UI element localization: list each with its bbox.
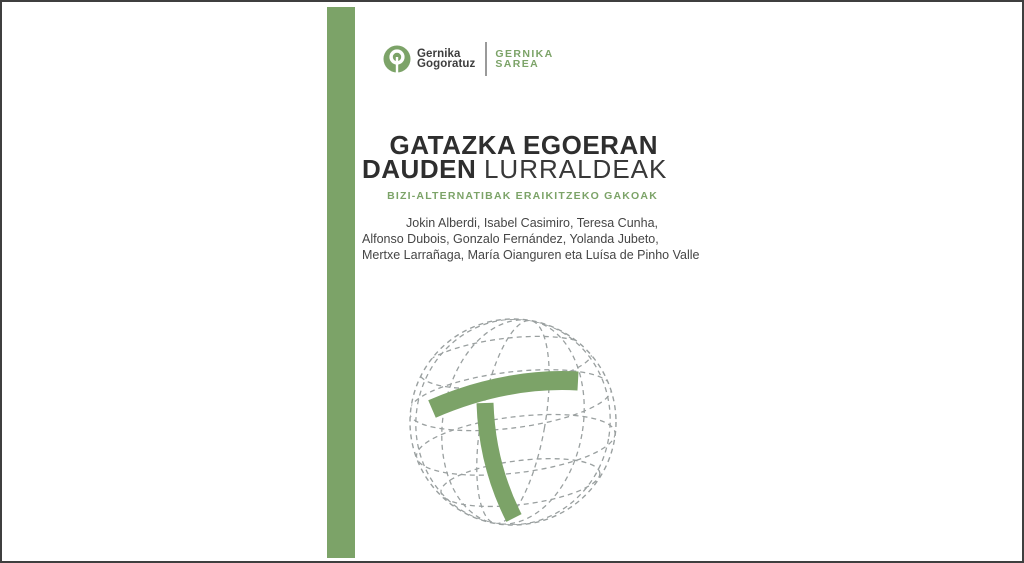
gernika-gogoratuz-tree-icon <box>383 45 411 73</box>
authors-line-1: Jokin Alberdi, Isabel Casimiro, Teresa Cunha, <box>406 216 658 230</box>
authors-line-2: Alfonso Dubois, Gonzalo Fernández, Yolanda Jubeto, <box>362 232 659 246</box>
network-name <box>495 49 553 70</box>
title-line-2 <box>362 154 668 184</box>
title-line-2-bold: DAUDEN <box>362 154 477 184</box>
title-line-2-light: LURRALDEAK <box>483 154 668 184</box>
publisher-logo-block <box>383 42 554 76</box>
title-line-1: GATAZKA EGOERAN <box>389 130 658 160</box>
subtitle: BIZI-ALTERNATIBAK ERAIKITZEKO GAKOAK <box>387 190 658 202</box>
network-name-line1: GERNIKA <box>495 47 554 60</box>
authors-block <box>362 215 700 263</box>
globe-wireframe-illustration <box>406 315 620 529</box>
org-name <box>417 49 475 70</box>
green-t-symbol <box>432 381 578 518</box>
org-name-line1: Gernika <box>417 47 461 60</box>
cover-text-column <box>362 130 700 263</box>
logo-divider <box>485 42 487 76</box>
org-name-line2: Gogoratuz <box>417 58 476 70</box>
green-accent-stripe <box>327 7 355 558</box>
authors-line-3: Mertxe Larrañaga, María Oianguren eta Luísa de Pinho Valle <box>362 248 700 262</box>
network-name-line2: SAREA <box>495 58 540 70</box>
